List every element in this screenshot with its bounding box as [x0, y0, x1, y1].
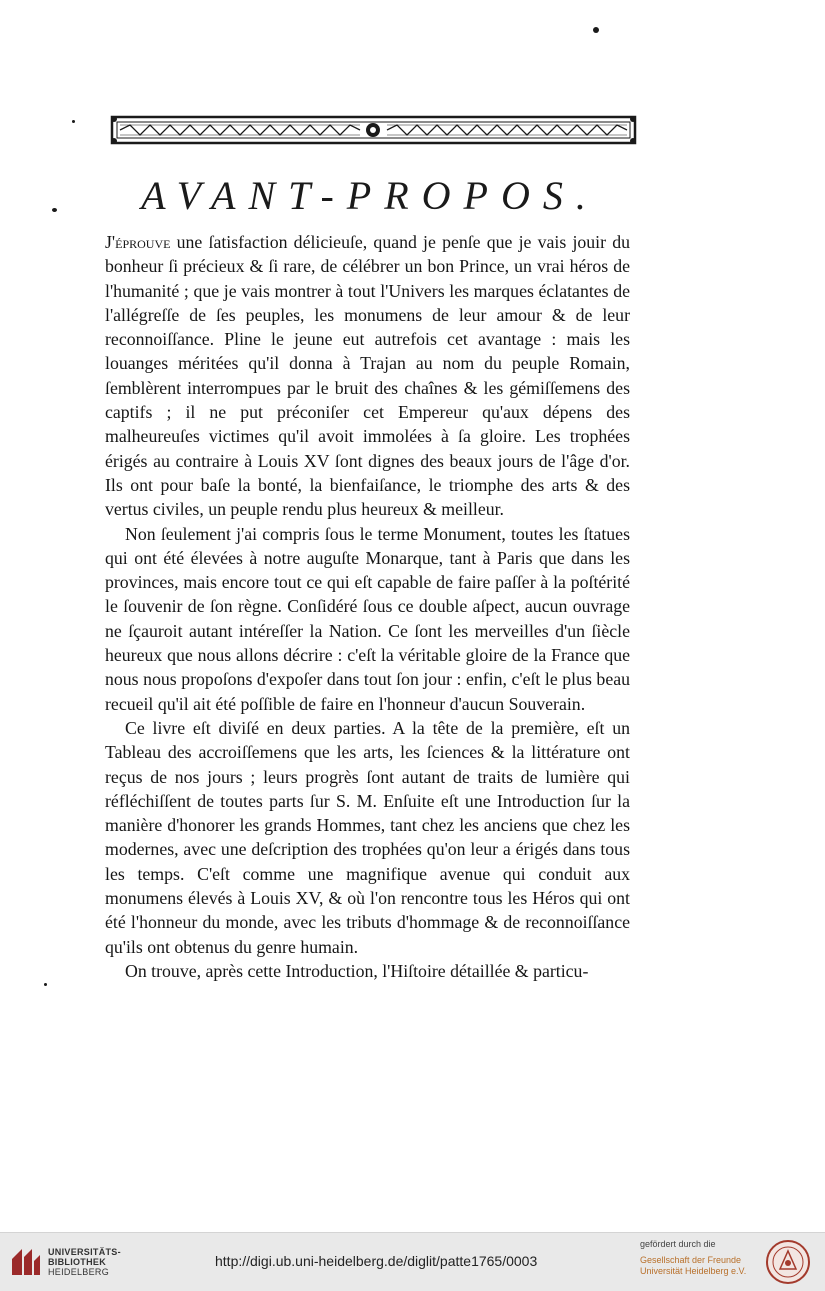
funded-by-label: gefördert durch die	[640, 1239, 716, 1249]
library-name: UNIVERSITÄTS- BIBLIOTHEK HEIDELBERG	[48, 1247, 121, 1277]
drop-lead: J'éprouve	[105, 232, 171, 252]
page-title: AVANT-PROPOS.	[141, 173, 599, 218]
paragraph-3: Ce livre eſt diviſé en deux parties. A la tête de la première, eſt un Tableau des accroiſſemens que les arts, les ſciences & la littérature ont reçus de nos jours ; leurs progrès ſont autant de traits de lumière qui réfléchiſſent de toutes parts ſur S. M. Enſuite eſt une Introduction ſur la manière d'honorer les grands Hommes, tant chez les anciens que chez les modernes, avec une deſcription des trophées qu'on leur a érigés dans tous les temps. C'eſt comme une magnifique avenue qui conduit aux monumens élevés à Louis XV, & où l'on rencontre tous les Héros qui ont été l'honneur du monde, avec les tributs d'hommage & de reconnoiſſance qu'ils ont obtenus du genre humain.	[105, 717, 630, 957]
paragraph-1	[105, 230, 630, 522]
paragraph-2: Non ſeulement j'ai compris ſous le terme Monument, toutes les ſtatues qui ont été élevées à notre auguſte Monarque, tant à Paris que dans les provinces, mais encore tout ce qui eſt capable de faire paſſer à la poſtérité le ſouvenir de ſon règne. Conſidéré ſous ce double aſpect, aucun ouvrage ne ſçauroit autant intéreſſer la Nation. Ce ſont les merveilles d'un ſiècle heureux que nous allons décrire : c'eſt la véritable gloire de la France que nous nous propoſons d'expoſer dans tout ſon jour : enfin, c'eſt le plus beau recueil qu'il ait été poſſible de faire en l'honneur d'aucun Souverain.	[105, 523, 630, 714]
ornamental-band-icon	[110, 115, 637, 145]
funder-name[interactable]: Gesellschaft der Freunde Universität Heidelberg e.V.	[640, 1255, 747, 1276]
scan-speck	[44, 983, 47, 986]
paragraph-4: On trouve, après cette Introduction, l'Hiſtoire détaillée & particu-	[125, 960, 589, 981]
scan-speck	[52, 208, 57, 212]
paragraph-1-text: une ſatisfaction délicieuſe, quand je penſe que je vais jouir du bonheur ſi précieux & ſi rare, de célébrer un bon Prince, un vrai héros de l'humanité ; que je vais montrer à tout l'Univers les marques éclatantes de l'allégreſſe de ſes peuples, les monumens de leur amour & de leur reconnoiſſance. Pline le jeune eut autrefois cet avantage : mais les louanges méritées qu'il donna à Trajan au nom du peuple Romain, ſemblèrent interrompues par le bruit des chaînes & les gémiſſemens des captifs ; il ne put préconiſer cet Empereur qu'aux dépens des malheureuſes victimes qu'il avoit immolées à ſa gloire. Les trophées érigés au contraire à Louis XV ſont dignes des beaux jours de l'âge d'or. Ils ont pour baſe la bonté, la bienfaiſance, le triomphe des arts & des vertus civiles, un peuple rendu plus heureux & meilleur.	[105, 232, 630, 520]
body-text	[105, 230, 630, 983]
viewer-footer	[0, 1232, 825, 1291]
scan-speck	[72, 120, 75, 123]
library-logo-icon[interactable]	[8, 1245, 42, 1279]
scan-speck	[593, 27, 599, 33]
university-seal-icon	[765, 1239, 811, 1285]
permalink-url[interactable]: http://digi.ub.uni-heidelberg.de/diglit/patte1765/0003	[215, 1253, 538, 1269]
